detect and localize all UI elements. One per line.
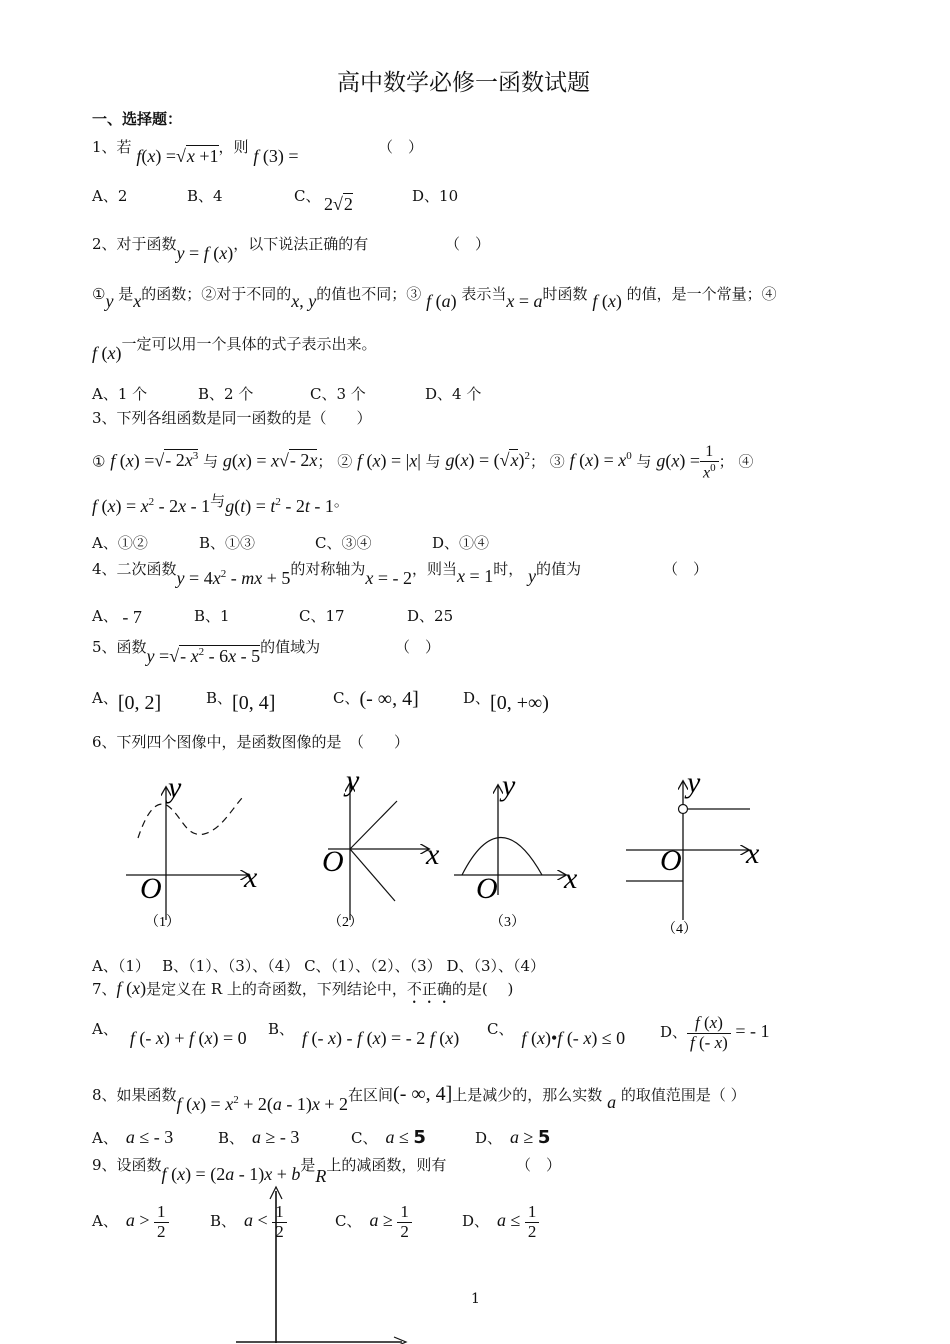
q1-paren: （ ） xyxy=(378,138,424,156)
q6-caption-4: （4） xyxy=(662,922,697,937)
q6-graph-1-x-label: x xyxy=(244,861,258,894)
q1-option-a: A、2 xyxy=(92,187,128,205)
q1-option-c-math: 2√2 xyxy=(324,194,353,214)
q6-graph-4 xyxy=(626,766,760,937)
q4-option-c: C、17 xyxy=(299,607,345,625)
q2-option-a: A、1 个 xyxy=(92,385,148,403)
q6-graph-1-origin: O xyxy=(140,872,162,905)
q9-option-d: D、 a ≤ $\frac{1}{2}$ xyxy=(462,1203,539,1241)
q3-option-d: D、①④ xyxy=(432,534,490,552)
q5-stem: 5、函数y =√- $x^2 - 6x - 5$的值域为 xyxy=(92,638,321,666)
q2-paren: （ ） xyxy=(445,235,491,253)
q6-graph-4-y-label: y xyxy=(687,766,701,799)
q7-stem: 7、f (x)是定义在 R 上的奇函数，下列结论中，不正确的是( ) xyxy=(92,978,514,998)
q3-option-a: A、①② xyxy=(92,534,148,552)
q3-pairs-line1: ① f (x) =√- $2x^3$ 与 g(x) = x√- 2x； ② f (x) = |x| 与 $g(x) = (√x)^2$； ③ f $(x) = x^0$ 与 g(x) = $\frac{1}{x^0}$ ； ④ xyxy=(92,443,754,481)
q6-graph-3-y-label: y xyxy=(502,769,516,802)
q9-stem: 9、设函数f (x) = (2a - 1)x + b是R上的减函数，则有 xyxy=(92,1156,447,1186)
bottom-axes xyxy=(230,1185,420,1344)
q6-caption-2: （2） xyxy=(328,915,363,930)
q8-option-b: B、 a ≥ - 3 xyxy=(218,1127,300,1147)
q6-graph-4-x-label: x xyxy=(746,837,760,870)
q5-option-a: A、[0, 2] xyxy=(92,689,162,714)
q6-options: A、（1） B、（1）、（3）、（4） C、（1）、（2）、（3） D、（3）、（4） xyxy=(92,957,546,975)
q6-graph-3 xyxy=(454,769,578,930)
q6-graph-3-origin: O xyxy=(476,872,498,905)
q2-option-d: D、4 个 xyxy=(425,385,482,403)
q1-option-d: D、10 xyxy=(412,187,459,205)
q8-option-a: A、 a ≤ - 3 xyxy=(92,1127,174,1147)
q5-paren: （ ） xyxy=(395,638,441,656)
q9-option-b: B、 a < $\frac{1}{2}$ xyxy=(210,1203,287,1241)
q5-option-d: D、[0, +∞) xyxy=(463,689,549,714)
q3-pairs-line2: f $(x) = x^2 - 2x - 1$与$g(t) = t^2 - 2t - 1$。 xyxy=(92,492,349,516)
q6-graph-2-origin: O xyxy=(322,845,344,878)
q7-option-d: D、 $\frac{f (x)}{f (- x)}$ = - 1 xyxy=(660,1013,770,1052)
q4-option-b: B、1 xyxy=(194,607,230,625)
q8-option-d: D、 a ≥ 5 xyxy=(475,1127,551,1148)
q2-statements: ①y 是x的函数；②对于不同的x, y的值也不同；③ f (a) 表示当x = a时函数 f (x) 的值，是一个常量；④ xyxy=(92,285,777,311)
q5-option-c: C、(- ∞, 4] xyxy=(333,688,419,710)
q6-stem: 6、下列四个图像中，是函数图像的是 （ ） xyxy=(92,733,410,751)
q1-stem: 1、若 f(x) =√x +1，则 f (3) = xyxy=(92,138,299,166)
q7-option-b: B、 f (- x) - f (x) = - 2 f (x) xyxy=(268,1020,460,1048)
q6-graph-3-x-label: x xyxy=(564,862,578,895)
q2-stem: 2、对于函数y = f (x)，以下说法正确的有 xyxy=(92,235,369,263)
q5-option-b: B、[0, 4] xyxy=(206,689,276,714)
q9-option-c: C、 a ≥ $\frac{1}{2}$ xyxy=(335,1203,412,1241)
q2-option-c: C、3 个 xyxy=(310,385,366,403)
section-heading: 一、选择题： xyxy=(92,110,183,128)
q6-graph-2 xyxy=(322,764,440,930)
q6-graphs xyxy=(90,760,790,940)
q9-paren: （ ） xyxy=(516,1156,562,1174)
q7-option-a: A、 f (- x) + f (x) = 0 xyxy=(92,1020,247,1048)
q4-stem: 4、二次函数$y = 4x^2$ - mx + 5的对称轴为x = - 2，则当x = 1时， y的值为 xyxy=(92,560,582,588)
q2-statement-4: f (x)一定可以用一个具体的式子表示出来。 xyxy=(92,335,377,363)
q4-option-d: D、25 xyxy=(407,607,454,625)
q6-graph-2-y-label: y xyxy=(346,764,360,797)
q6-graph-4-origin: O xyxy=(660,844,682,877)
page-title: 高中数学必修一函数试题 xyxy=(337,70,590,96)
q3-option-b: B、①③ xyxy=(199,534,256,552)
q8-stem: 8、如果函数f $(x) = x^2 + 2(a - 1)x + 2$在区间(- ∞, 4]上是减少的，那么实数 a 的取值范围是（ ） xyxy=(92,1083,746,1114)
q6-graph-1-y-label: y xyxy=(168,771,182,804)
q1-option-c: C、 xyxy=(294,187,321,205)
q6-caption-3: （3） xyxy=(490,915,525,930)
q4-option-a: A、 - 7 xyxy=(92,607,142,627)
q1-option-b: B、4 xyxy=(187,187,223,205)
page-number: 1 xyxy=(471,1291,480,1307)
q6-graph-2-x-label: x xyxy=(426,838,440,871)
q8-option-c: C、 a ≤ 5 xyxy=(351,1127,426,1148)
q4-paren: （ ） xyxy=(663,560,709,578)
q3-option-c: C、③④ xyxy=(315,534,372,552)
q2-option-b: B、2 个 xyxy=(198,385,254,403)
q6-graph-1 xyxy=(126,771,258,930)
q7-option-c: C、 f (x)•f (- x) ≤ 0 xyxy=(487,1020,626,1048)
q3-stem: 3、下列各组函数是同一函数的是（ ） xyxy=(92,409,372,427)
q9-option-a: A、 a > $\frac{1}{2}$ xyxy=(92,1203,169,1241)
q6-caption-1: （1） xyxy=(145,915,180,930)
